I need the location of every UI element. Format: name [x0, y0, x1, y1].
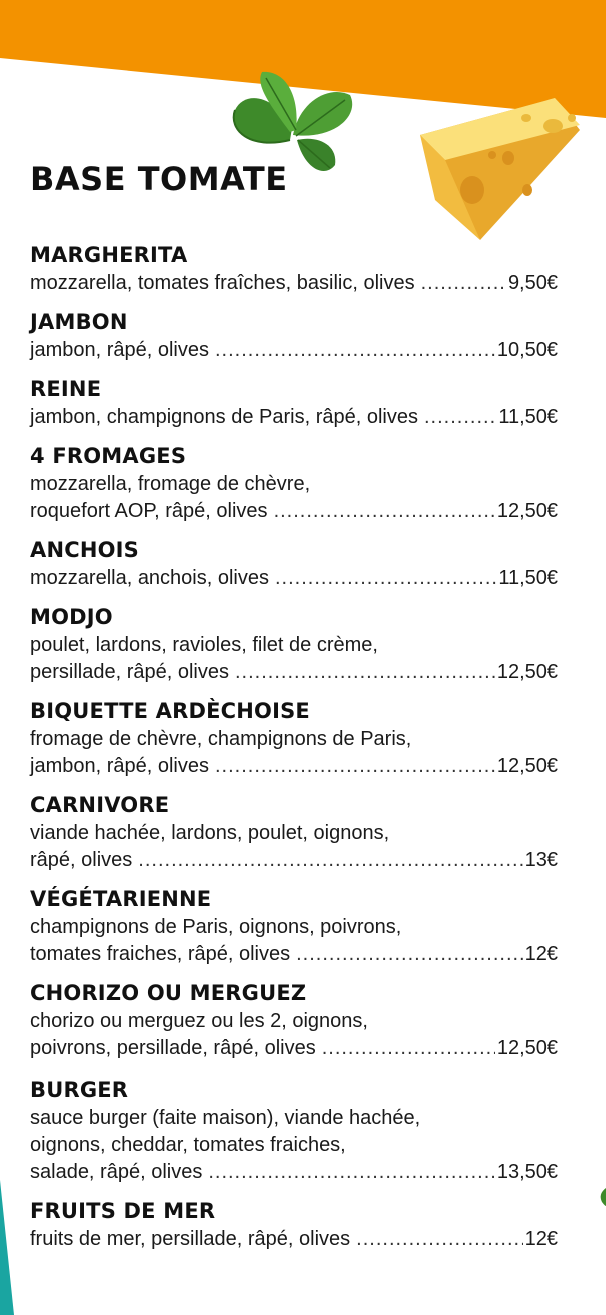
dot-leader: [138, 847, 522, 874]
ingredients-price-line: [30, 847, 558, 874]
menu-item: [30, 885, 558, 968]
pizza-name: FRUITS DE MER: [30, 1199, 216, 1223]
dot-leader: [235, 659, 495, 686]
menu-item: [30, 697, 558, 780]
pizza-name: BIQUETTE ARDÈCHOISE: [30, 699, 310, 723]
pizza-menu-list: [30, 241, 558, 1264]
price: 12,50€: [496, 661, 558, 683]
price: 12€: [524, 1228, 558, 1250]
ingredients-text: jambon, râpé, olives: [30, 755, 209, 777]
pizza-name: REINE: [30, 377, 102, 401]
ingredients-text: fruits de mer, persillade, râpé, olives: [30, 1228, 351, 1250]
dot-leader: [296, 941, 523, 968]
price: 11,50€: [498, 406, 558, 428]
ingredients-text: tomates fraiches, râpé, olives: [30, 943, 291, 965]
ingredients-price-line: [30, 753, 558, 780]
dot-leader: [322, 1035, 495, 1062]
orange-banner: [0, 0, 606, 118]
cheese-wedge-icon: [420, 98, 580, 240]
pizza-name: BURGER: [30, 1078, 129, 1102]
price: 13€: [524, 849, 558, 871]
teal-corner: [0, 1180, 14, 1315]
price: 12,50€: [496, 500, 558, 522]
ingredients-text: jambon, râpé, olives: [30, 339, 209, 361]
ingredients-line: oignons, cheddar, tomates fraiches,: [30, 1134, 346, 1156]
ingredients-line: chorizo ou merguez ou les 2, oignons,: [30, 1010, 368, 1032]
price: 13,50€: [496, 1161, 558, 1183]
ingredients-text: poivrons, persillade, râpé, olives: [30, 1037, 316, 1059]
ingredients-line: sauce burger (faite maison), viande hachée,: [30, 1107, 421, 1129]
ingredients-price-line: [30, 404, 558, 431]
dot-leader: [356, 1226, 522, 1253]
price: 10,50€: [496, 339, 558, 361]
dot-leader: [424, 404, 496, 431]
ingredients-price-line: [30, 565, 558, 592]
ingredients-price-line: [30, 337, 558, 364]
price: 11,50€: [498, 567, 558, 589]
section-title: BASE TOMATE: [30, 160, 288, 198]
pizza-name: VÉGÉTARIENNE: [30, 887, 212, 911]
ingredients-line: viande hachée, lardons, poulet, oignons,: [30, 822, 390, 844]
ingredients-price-line: [30, 941, 558, 968]
pizza-name: JAMBON: [30, 310, 128, 334]
ingredients-price-line: [30, 1159, 558, 1186]
pizza-name: MODJO: [30, 605, 113, 629]
ingredients-price-line: [30, 1035, 558, 1062]
ingredients-text: persillade, râpé, olives: [30, 661, 229, 683]
ingredients-text: mozzarella, anchois, olives: [30, 567, 269, 589]
ingredients-text: roquefort AOP, râpé, olives: [30, 500, 268, 522]
menu-item: [30, 979, 558, 1062]
menu-item: [30, 241, 558, 297]
pizza-name: 4 FROMAGES: [30, 444, 187, 468]
ingredients-price-line: [30, 659, 558, 686]
dot-leader: [208, 1159, 495, 1186]
ingredients-text: jambon, champignons de Paris, râpé, olives: [30, 406, 418, 428]
dot-leader: [215, 753, 495, 780]
menu-item: [30, 791, 558, 874]
pizza-name: ANCHOIS: [30, 538, 140, 562]
dot-leader: [421, 270, 506, 297]
menu-item: [30, 603, 558, 686]
dot-leader: [215, 337, 495, 364]
menu-item: [30, 536, 558, 592]
ingredients-price-line: [30, 270, 558, 297]
pizza-name: CARNIVORE: [30, 793, 170, 817]
ingredients-price-line: [30, 498, 558, 525]
price: 12,50€: [496, 755, 558, 777]
ingredients-line: fromage de chèvre, champignons de Paris,: [30, 728, 412, 750]
menu-item: [30, 1076, 558, 1186]
dot-leader: [275, 565, 496, 592]
price: 9,50€: [507, 272, 558, 294]
price: 12€: [524, 943, 558, 965]
ingredients-line: mozzarella, fromage de chèvre,: [30, 473, 311, 495]
ingredients-text: salade, râpé, olives: [30, 1161, 203, 1183]
ingredients-text: mozzarella, tomates fraîches, basilic, olives: [30, 272, 415, 294]
pizza-name: MARGHERITA: [30, 243, 188, 267]
menu-item: [30, 1197, 558, 1253]
ingredients-text: râpé, olives: [30, 849, 133, 871]
menu-item: [30, 375, 558, 431]
menu-item: [30, 442, 558, 525]
green-accent: [601, 1188, 606, 1206]
ingredients-price-line: [30, 1226, 558, 1253]
menu-item: [30, 308, 558, 364]
dot-leader: [274, 498, 495, 525]
ingredients-line: champignons de Paris, oignons, poivrons,: [30, 916, 402, 938]
price: 12,50€: [496, 1037, 558, 1059]
pizza-name: CHORIZO OU MERGUEZ: [30, 981, 307, 1005]
ingredients-line: poulet, lardons, ravioles, filet de crème,: [30, 634, 378, 656]
